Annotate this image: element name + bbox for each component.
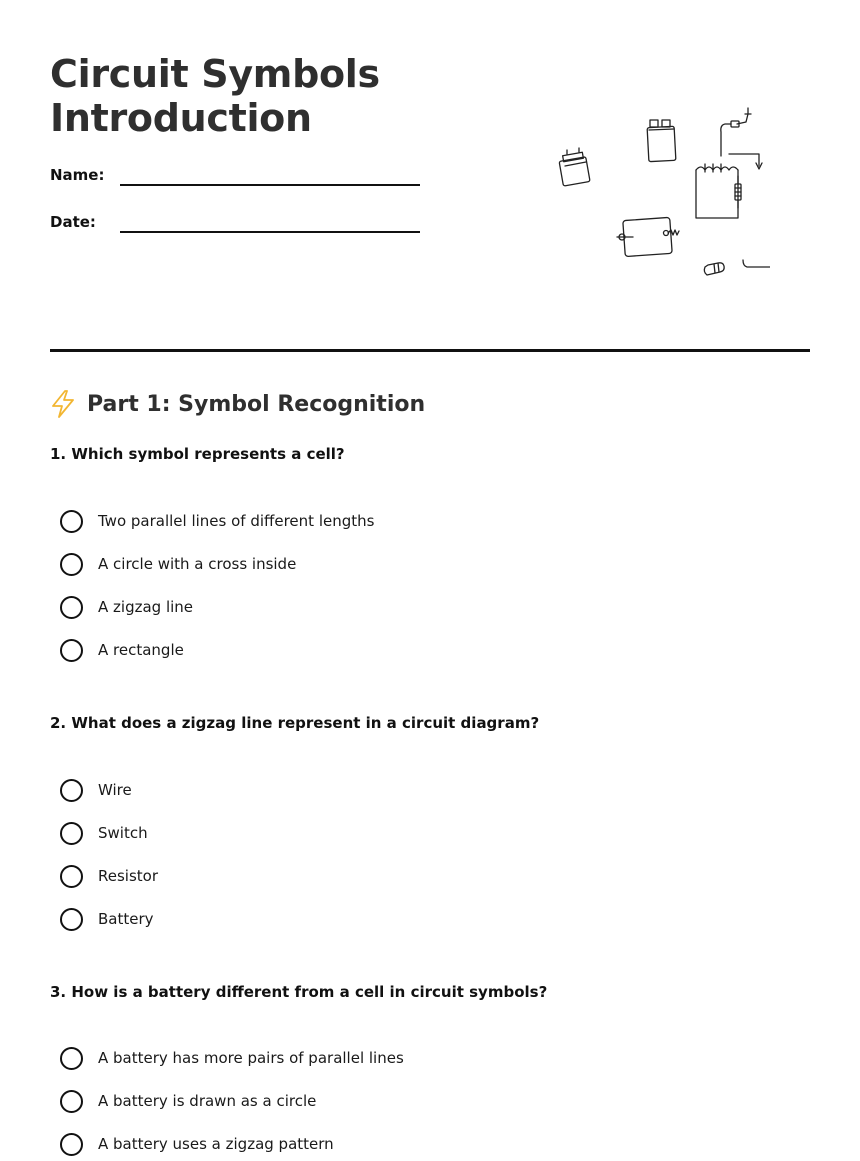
battery-icon — [559, 148, 590, 186]
radio-button[interactable] — [60, 1090, 83, 1113]
lightning-bolt-icon — [50, 390, 76, 418]
name-answer-line[interactable] — [120, 184, 420, 186]
radio-button[interactable] — [60, 596, 83, 619]
wire-coil-icon — [696, 108, 762, 218]
option-label: Battery — [98, 910, 154, 928]
radio-button[interactable] — [60, 553, 83, 576]
option-q2-d[interactable] — [60, 906, 154, 932]
radio-button[interactable] — [60, 1047, 83, 1070]
date-answer-line[interactable] — [120, 231, 420, 233]
question-text: 3. How is a battery different from a cell in circuit symbols? — [50, 983, 548, 1001]
resistor-icon — [735, 176, 741, 208]
radio-button[interactable] — [60, 865, 83, 888]
radio-button[interactable] — [60, 639, 83, 662]
name-field[interactable] — [50, 166, 420, 196]
option-q2-a[interactable] — [60, 777, 132, 803]
section-divider — [50, 349, 810, 352]
circuit-components-illustration — [555, 100, 770, 285]
radio-button[interactable] — [60, 1133, 83, 1156]
option-q3-b[interactable] — [60, 1088, 316, 1114]
option-label: Two parallel lines of different lengths — [98, 512, 375, 530]
worksheet-page — [50, 0, 810, 1161]
option-label: Switch — [98, 824, 148, 842]
large-light-bulb-icon — [743, 202, 770, 267]
name-label: Name: — [50, 166, 105, 184]
radio-button[interactable] — [60, 510, 83, 533]
option-q1-c[interactable] — [60, 594, 193, 620]
title-line-1: Circuit Symbols — [50, 52, 380, 96]
option-q1-d[interactable] — [60, 637, 184, 663]
connector-icon — [704, 263, 724, 275]
radio-button[interactable] — [60, 908, 83, 931]
option-label: A zigzag line — [98, 598, 194, 616]
switch-icon — [617, 217, 679, 256]
option-q3-a[interactable] — [60, 1045, 404, 1071]
part-1-heading — [50, 388, 425, 420]
date-label: Date: — [50, 213, 96, 231]
worksheet-title — [50, 52, 380, 140]
title-line-2: Introduction — [50, 96, 312, 140]
option-label: A battery uses a zigzag pattern — [98, 1135, 334, 1153]
radio-button[interactable] — [60, 822, 83, 845]
date-field[interactable] — [50, 213, 420, 243]
question-text: 2. What does a zigzag line represent in a circuit diagram? — [50, 714, 540, 732]
option-q1-a[interactable] — [60, 508, 374, 534]
option-label: A battery is drawn as a circle — [98, 1092, 317, 1110]
option-label: Wire — [98, 781, 132, 799]
option-label: A circle with a cross inside — [98, 555, 297, 573]
option-q3-c[interactable] — [60, 1131, 334, 1157]
radio-button[interactable] — [60, 779, 83, 802]
section-title: Part 1: Symbol Recognition — [87, 391, 426, 417]
option-label: A rectangle — [98, 641, 184, 659]
option-label: A battery has more pairs of parallel lines — [98, 1049, 404, 1067]
option-q1-b[interactable] — [60, 551, 296, 577]
question-text: 1. Which symbol represents a cell? — [50, 445, 345, 463]
option-q2-c[interactable] — [60, 863, 158, 889]
option-q2-b[interactable] — [60, 820, 148, 846]
nine-volt-battery-icon — [647, 120, 676, 162]
option-label: Resistor — [98, 867, 158, 885]
